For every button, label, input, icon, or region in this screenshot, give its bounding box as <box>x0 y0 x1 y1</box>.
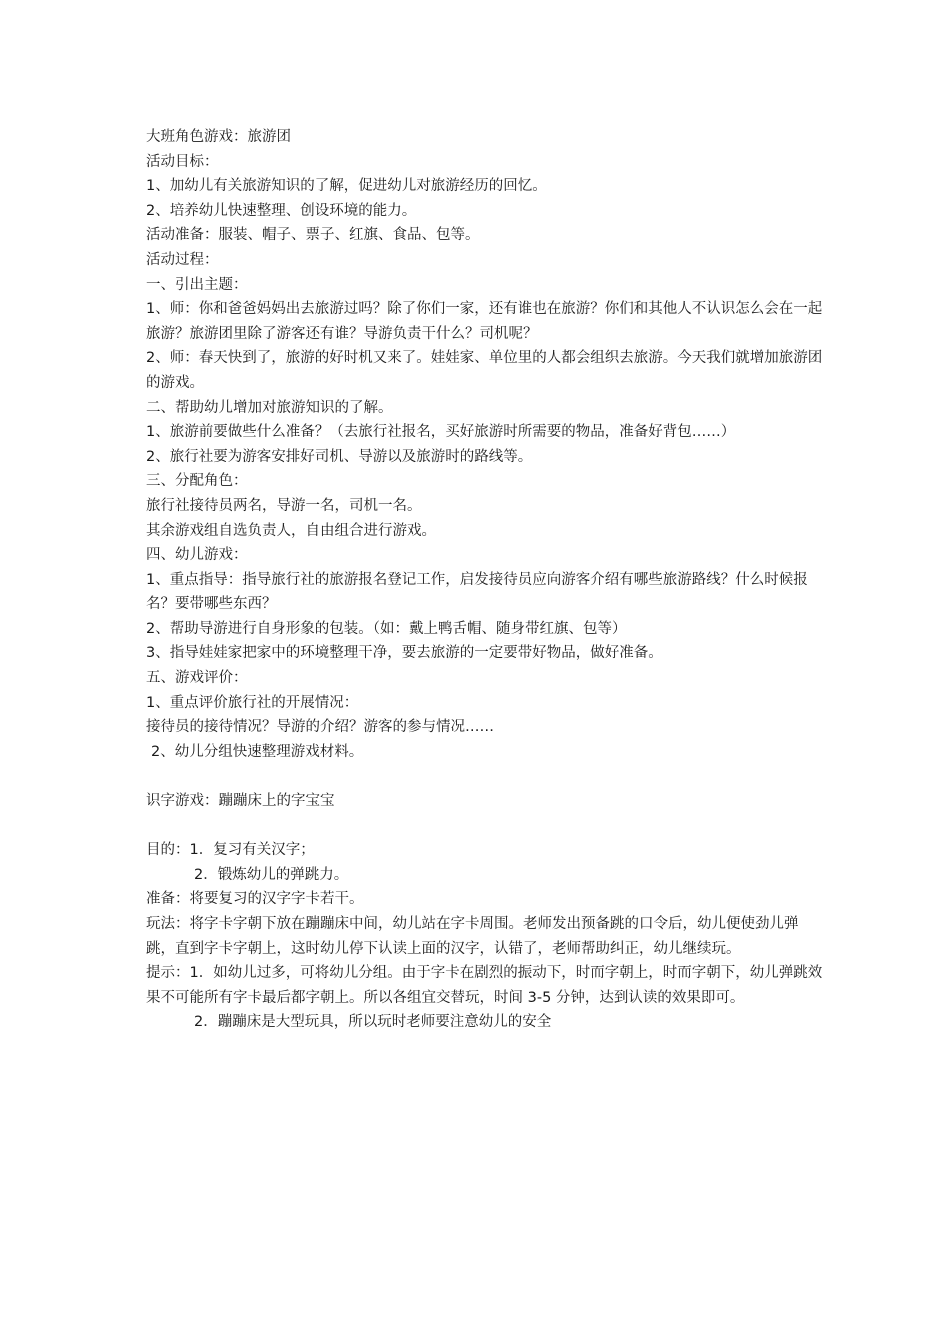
section2-title: 识字游戏：蹦蹦床上的字宝宝 <box>146 793 335 810</box>
part5-item-1: 1、重点评价旅行社的开展情况： <box>146 694 359 711</box>
tip-item-1: 提示：1．如幼儿过多，可将幼儿分组。由于字卡在剧烈的振动下，时而字朝上，时而字朝下，幼儿弹跳效果不可能所有字卡最后都字朝上。所以各组宜交替玩，时间 3-5 分钟，达到认读的效果即可。 <box>146 965 823 1006</box>
part1-heading: 一、引出主题： <box>146 276 248 293</box>
process-heading: 活动过程： <box>146 251 219 268</box>
part4-item-3: 3、指导娃娃家把家中的环境整理干净，要去旅游的一定要带好物品，做好准备。 <box>146 645 663 662</box>
goal-heading: 活动目标： <box>146 153 219 170</box>
section1-title: 大班角色游戏：旅游团 <box>146 129 291 145</box>
part4-item-2: 2、帮助导游进行自身形象的包装。（如：戴上鸭舌帽、随身带红旗、包等） <box>146 620 627 637</box>
document-body <box>146 125 826 1035</box>
part1-item-1: 1、师：你和爸爸妈妈出去旅游过吗？除了你们一家，还有谁也在旅游？你们和其他人不认识怎么会在一起旅游？旅游团里除了游客还有谁？导游负责干什么？司机呢？ <box>146 301 823 342</box>
spacer <box>146 764 826 789</box>
part2-item-2: 2、旅行社要为游客安排好司机、导游以及旅游时的路线等。 <box>146 448 533 465</box>
part5-heading: 五、游戏评价： <box>146 670 248 687</box>
aim-item-1: 目的：1．复习有关汉字； <box>146 842 315 859</box>
part1-item-2: 2、师：春天快到了，旅游的好时机又来了。娃娃家、单位里的人都会组织去旅游。今天我们就增加旅游团的游戏。 <box>146 350 823 391</box>
section2-preparation: 准备：将要复习的汉字字卡若干。 <box>146 891 364 908</box>
part2-item-1: 1、旅游前要做些什么准备？（去旅行社报名，买好旅游时所需要的物品，准备好背包……） <box>146 424 736 441</box>
part3-item-1: 旅行社接待员两名，导游一名，司机一名。 <box>146 497 422 514</box>
part4-item-1: 1、重点指导：指导旅行社的旅游报名登记工作，启发接待员应向游客介绍有哪些旅游路线？什么时候报名？要带哪些东西？ <box>146 571 808 613</box>
part5-item-2: 接待员的接待情况？导游的介绍？游客的参与情况…… <box>146 719 494 736</box>
aim-item-2: 2．锻炼幼儿的弹跳力。 <box>194 866 349 883</box>
part2-heading: 二、帮助幼儿增加对旅游知识的了解。 <box>146 399 393 416</box>
goal-item-1: 1、加幼儿有关旅游知识的了解，促进幼儿对旅游经历的回忆。 <box>146 178 547 195</box>
part4-heading: 四、幼儿游戏： <box>146 547 248 564</box>
play-method: 玩法：将字卡字朝下放在蹦蹦床中间，幼儿站在字卡周围。老师发出预备跳的口令后，幼儿便使劲儿弹跳，直到字卡字朝上，这时幼儿停下认读上面的汉字，认错了，老师帮助纠正，幼儿继续玩。 <box>146 916 799 957</box>
part3-heading: 三、分配角色： <box>146 473 248 490</box>
preparation: 活动准备：服装、帽子、票子、红旗、食品、包等。 <box>146 227 480 244</box>
tip-item-2: 2．蹦蹦床是大型玩具，所以玩时老师要注意幼儿的安全 <box>194 1014 552 1031</box>
spacer <box>146 814 826 839</box>
goal-item-2: 2、培养幼儿快速整理、创设环境的能力。 <box>146 202 417 219</box>
part3-item-2: 其余游戏组自选负责人，自由组合进行游戏。 <box>146 522 436 539</box>
part5-item-3: 2、幼儿分组快速整理游戏材料。 <box>151 743 364 760</box>
